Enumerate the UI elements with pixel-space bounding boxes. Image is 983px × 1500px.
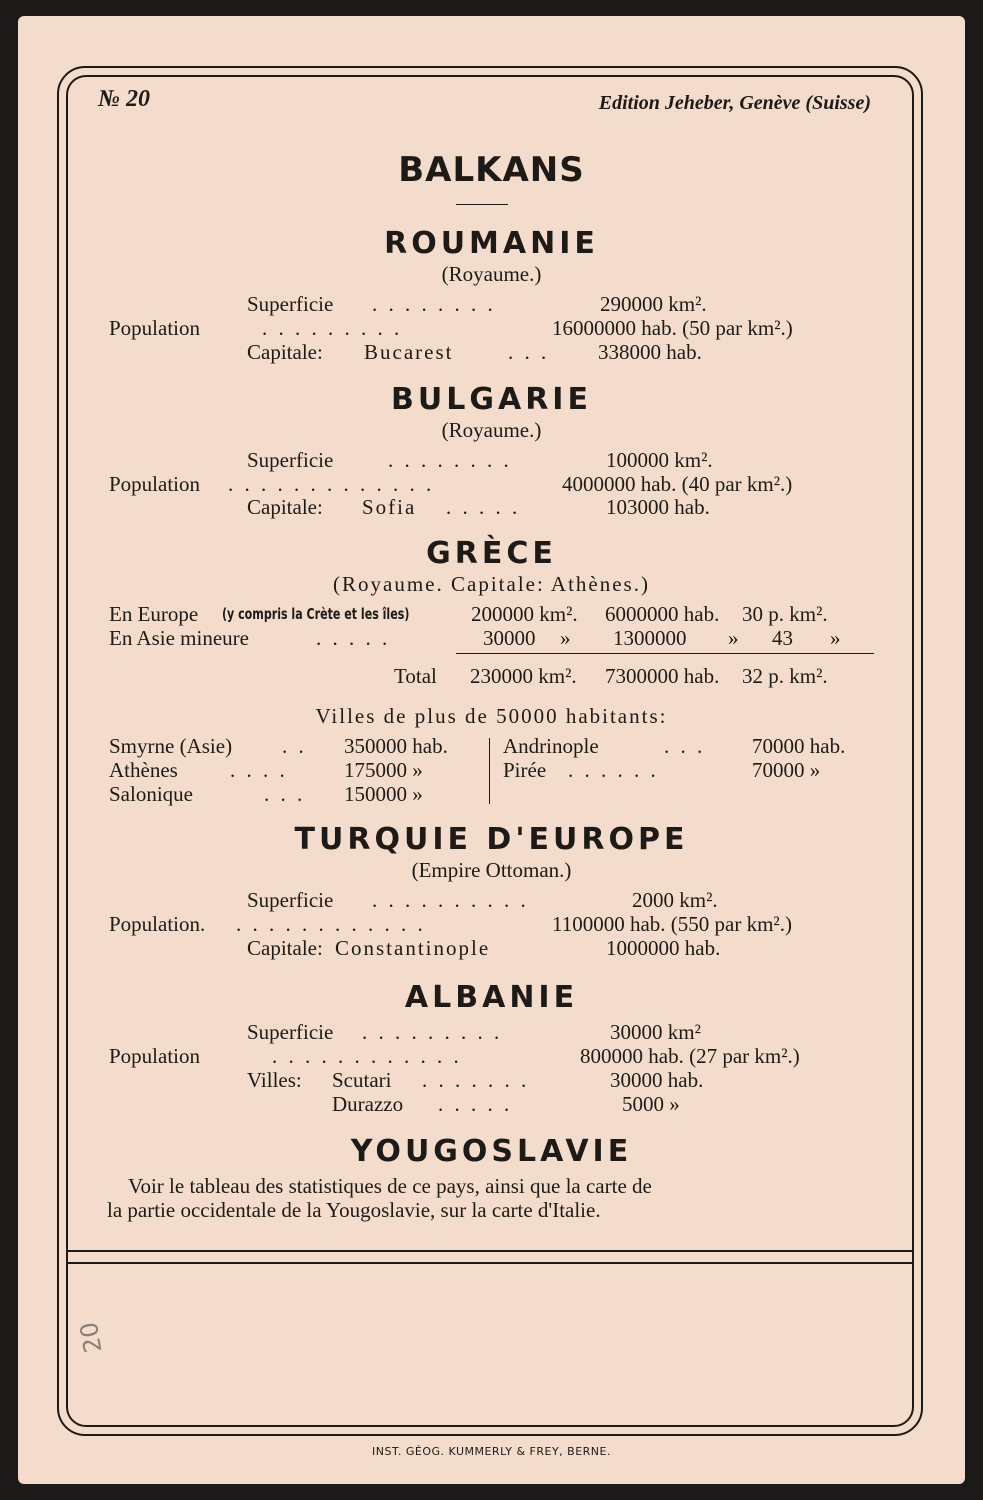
column-separator bbox=[489, 738, 490, 804]
roumanie-heading: ROUMANIE bbox=[384, 226, 599, 261]
grece-total-label: Total bbox=[394, 664, 437, 688]
leader-dots: . . . . . . . . bbox=[372, 292, 496, 316]
roumanie-sup-value: 290000 km². bbox=[600, 292, 707, 316]
grece-total-sup: 230000 km². bbox=[470, 664, 577, 688]
grece-asie-dens: 43 bbox=[772, 626, 793, 650]
leader-dots: . . . . . . . . . bbox=[362, 1020, 503, 1044]
bulgarie-type: (Royaume.) bbox=[441, 418, 542, 442]
grece-europe-label: En Europe bbox=[109, 602, 199, 626]
ditto-mark: » bbox=[728, 626, 739, 650]
page-title: BALKANS bbox=[398, 150, 585, 190]
grece-europe-pop: 6000000 hab. bbox=[605, 602, 720, 626]
grece-asie-label: En Asie mineure bbox=[109, 626, 249, 650]
grece-asie-sup: 30000 bbox=[483, 626, 536, 650]
turquie-cap-name: Constantinople bbox=[335, 936, 491, 960]
grece-europe-sup: 200000 km². bbox=[471, 602, 578, 626]
albanie-ville2-value: 5000 » bbox=[622, 1092, 680, 1116]
grece-total-dens: 32 p. km². bbox=[742, 664, 828, 688]
albanie-ville1-name: Scutari bbox=[332, 1068, 392, 1092]
ville-name: Athènes bbox=[109, 758, 178, 782]
roumanie-cap-name: Bucarest bbox=[364, 340, 454, 364]
ville-name: Salonique bbox=[109, 782, 193, 806]
leader-dots: . . bbox=[282, 734, 307, 758]
roumanie-cap-label: Capitale: bbox=[247, 340, 323, 364]
turquie-pop-value: 1100000 hab. (550 par km².) bbox=[552, 912, 792, 936]
grece-total-pop: 7300000 hab. bbox=[605, 664, 720, 688]
bulgarie-sup-value: 100000 km². bbox=[606, 448, 713, 472]
leader-dots: . . . . . . . bbox=[422, 1068, 530, 1092]
card-number: № 20 bbox=[98, 86, 150, 112]
grece-heading: GRÈCE bbox=[426, 536, 557, 571]
yougoslavie-text-line2: la partie occidentale de la Yougoslavie, sur la carte d'Italie. bbox=[107, 1198, 601, 1222]
turquie-pop-label: Population. bbox=[109, 912, 206, 936]
leader-dots: . . . . . . . . . . . . . bbox=[228, 472, 435, 496]
albanie-ville2-name: Durazzo bbox=[332, 1092, 404, 1116]
albanie-sup-value: 30000 km² bbox=[610, 1020, 701, 1044]
turquie-sup-label: Superficie bbox=[247, 888, 334, 912]
leader-dots: . . . . . . . . . . . . bbox=[272, 1044, 462, 1068]
ville-value: 350000 hab. bbox=[344, 734, 448, 758]
turquie-sup-value: 2000 km². bbox=[632, 888, 718, 912]
bulgarie-sup-label: Superficie bbox=[247, 448, 334, 472]
bulgarie-cap-label: Capitale: bbox=[247, 495, 323, 519]
leader-dots: . . . . . bbox=[438, 1092, 513, 1116]
leader-dots: . . . . . . . . . . . . bbox=[236, 912, 426, 936]
publisher: Edition Jeheber, Genève (Suisse) bbox=[598, 92, 871, 114]
grece-type: (Royaume. Capitale: Athènes.) bbox=[333, 572, 650, 596]
bulgarie-cap-value: 103000 hab. bbox=[606, 495, 710, 519]
title-underline bbox=[456, 204, 508, 205]
leader-dots: . . . . . bbox=[316, 626, 391, 650]
roumanie-sup-label: Superficie bbox=[247, 292, 334, 316]
frame-divider-2 bbox=[68, 1262, 912, 1264]
roumanie-type: (Royaume.) bbox=[441, 262, 542, 286]
leader-dots: . . . . . . . . . . bbox=[372, 888, 529, 912]
albanie-heading: ALBANIE bbox=[404, 980, 579, 1015]
grece-asie-pop: 1300000 bbox=[613, 626, 687, 650]
pencil-annotation: 20 bbox=[74, 1319, 108, 1355]
ville-value: 70000 » bbox=[752, 758, 821, 782]
grece-europe-dens: 30 p. km². bbox=[742, 602, 828, 626]
leader-dots: . . . bbox=[264, 782, 306, 806]
printer-credit: INST. GÉOG. KUMMERLY & FREY, BERNE. bbox=[372, 1445, 611, 1458]
leader-dots: . . . . . . . . bbox=[388, 448, 512, 472]
ditto-mark: » bbox=[560, 626, 571, 650]
ville-value: 150000 » bbox=[344, 782, 423, 806]
turquie-type: (Empire Ottoman.) bbox=[411, 858, 572, 882]
ville-name: Smyrne (Asie) bbox=[109, 734, 233, 758]
grece-europe-note: (y compris la Crète et les îles) bbox=[222, 605, 410, 623]
yougoslavie-text-line1: Voir le tableau des statistiques de ce pays, ainsi que la carte de bbox=[128, 1174, 652, 1198]
turquie-cap-value: 1000000 hab. bbox=[606, 936, 721, 960]
total-rule bbox=[456, 653, 874, 654]
albanie-pop-label: Population bbox=[109, 1044, 201, 1068]
bulgarie-pop-value: 4000000 hab. (40 par km².) bbox=[562, 472, 793, 496]
bulgarie-heading: BULGARIE bbox=[391, 382, 592, 417]
albanie-ville1-value: 30000 hab. bbox=[610, 1068, 704, 1092]
roumanie-pop-label: Population bbox=[109, 316, 201, 340]
leader-dots: . . . . . . bbox=[568, 758, 659, 782]
leader-dots: . . . bbox=[508, 340, 550, 364]
albanie-pop-value: 800000 hab. (27 par km².) bbox=[580, 1044, 800, 1068]
bulgarie-pop-label: Population bbox=[109, 472, 201, 496]
frame-divider bbox=[68, 1250, 912, 1252]
leader-dots: . . . . . bbox=[446, 495, 521, 519]
ditto-mark: » bbox=[830, 626, 841, 650]
leader-dots: . . . bbox=[664, 734, 706, 758]
ville-value: 175000 » bbox=[344, 758, 423, 782]
bulgarie-cap-name: Sofia bbox=[362, 495, 417, 519]
leader-dots: . . . . bbox=[230, 758, 288, 782]
albanie-sup-label: Superficie bbox=[247, 1020, 334, 1044]
leader-dots: . . . . . . . . . bbox=[262, 316, 403, 340]
villes-heading: Villes de plus de 50000 habitants: bbox=[315, 704, 668, 728]
turquie-cap-label: Capitale: bbox=[247, 936, 323, 960]
ville-name: Andrinople bbox=[503, 734, 599, 758]
roumanie-cap-value: 338000 hab. bbox=[598, 340, 702, 364]
roumanie-pop-value: 16000000 hab. (50 par km².) bbox=[552, 316, 793, 340]
ville-value: 70000 hab. bbox=[752, 734, 846, 758]
yougoslavie-heading: YOUGOSLAVIE bbox=[350, 1134, 633, 1169]
ville-name: Pirée bbox=[503, 758, 547, 782]
turquie-heading: TURQUIE D'EUROPE bbox=[294, 822, 689, 857]
albanie-villes-label: Villes: bbox=[247, 1068, 302, 1092]
